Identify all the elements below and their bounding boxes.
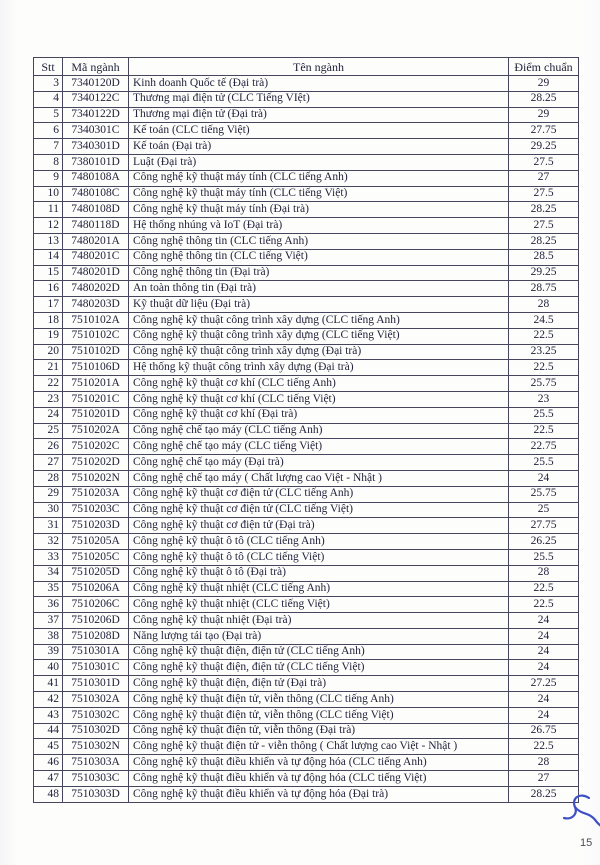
cell-code: 7480203D [63,297,129,313]
table-row [34,755,579,771]
cell-stt: 15 [34,265,63,281]
cell-score: 24 [509,470,579,486]
cell-code: 7510302D [63,723,129,739]
cell-name: Công nghệ kỹ thuật nhiệt (CLC tiếng Việt) [129,597,509,613]
cell-code: 7510106D [63,360,129,376]
cell-score: 22.75 [509,439,579,455]
cell-code: 7510202A [63,423,129,439]
cell-score: 27.75 [509,123,579,139]
table-row [34,676,579,692]
cell-code: 7510203D [63,518,129,534]
cell-stt: 9 [34,170,63,186]
cell-name: Công nghệ kỹ thuật công trình xây dựng (CLC tiếng Anh) [129,312,509,328]
cell-stt: 3 [34,76,63,92]
table-row [34,328,579,344]
cell-score: 28.75 [509,281,579,297]
table-row [34,660,579,676]
cell-code: 7340122C [63,91,129,107]
admission-scores-table [33,57,579,803]
cell-name: Công nghệ chế tạo máy (Đại trà) [129,455,509,471]
cell-name: Công nghệ kỹ thuật cơ khí (Đại trà) [129,407,509,423]
cell-stt: 42 [34,692,63,708]
cell-stt: 26 [34,439,63,455]
cell-score: 25.5 [509,549,579,565]
table-row [34,344,579,360]
cell-score: 27 [509,170,579,186]
table-row [34,107,579,123]
cell-score: 23 [509,391,579,407]
cell-code: 7340301C [63,123,129,139]
table-row [34,249,579,265]
header-name: Tên ngành [129,58,509,76]
cell-name: Công nghệ kỹ thuật điện, điện tử (CLC tiếng Anh) [129,644,509,660]
cell-stt: 39 [34,644,63,660]
cell-stt: 35 [34,581,63,597]
cell-score: 29.25 [509,265,579,281]
cell-stt: 29 [34,486,63,502]
cell-stt: 30 [34,502,63,518]
cell-code: 7510202C [63,439,129,455]
cell-code: 7340301D [63,139,129,155]
cell-code: 7510206C [63,597,129,613]
cell-stt: 10 [34,186,63,202]
cell-name: Công nghệ thông tin (Đại trà) [129,265,509,281]
cell-code: 7510202D [63,455,129,471]
cell-code: 7510302C [63,707,129,723]
table-row [34,376,579,392]
cell-name: Công nghệ kỹ thuật điện tử, viễn thông (Đại trà) [129,723,509,739]
cell-score: 25 [509,502,579,518]
cell-stt: 14 [34,249,63,265]
cell-code: 7510206D [63,613,129,629]
table-row [34,360,579,376]
table-row [34,154,579,170]
table-row [34,786,579,802]
table-header [34,58,579,76]
cell-stt: 31 [34,518,63,534]
cell-code: 7510301C [63,660,129,676]
cell-code: 7510102C [63,328,129,344]
cell-stt: 32 [34,534,63,550]
cell-score: 28.25 [509,233,579,249]
table-row [34,644,579,660]
cell-score: 26.75 [509,723,579,739]
table-row [34,613,579,629]
cell-stt: 25 [34,423,63,439]
cell-name: Công nghệ kỹ thuật điện tử - viễn thông ( Chất lượng cao Việt - Nhật ) [129,739,509,755]
cell-name: Công nghệ thông tin (CLC tiếng Anh) [129,233,509,249]
cell-name: Công nghệ kỹ thuật cơ khí (CLC tiếng Anh) [129,376,509,392]
table-row [34,265,579,281]
cell-code: 7510303D [63,786,129,802]
cell-score: 28.25 [509,202,579,218]
cell-score: 29.25 [509,139,579,155]
table-row [34,423,579,439]
cell-code: 7480108C [63,186,129,202]
cell-name: Kỹ thuật dữ liệu (Đại trà) [129,297,509,313]
cell-score: 24 [509,628,579,644]
cell-stt: 40 [34,660,63,676]
cell-stt: 24 [34,407,63,423]
cell-score: 22.5 [509,597,579,613]
cell-score: 24 [509,660,579,676]
cell-code: 7510201A [63,376,129,392]
table-row [34,123,579,139]
cell-score: 25.5 [509,407,579,423]
cell-code: 7510201D [63,407,129,423]
cell-code: 7480202D [63,281,129,297]
cell-stt: 34 [34,565,63,581]
table-body [34,76,579,803]
cell-code: 7510208D [63,628,129,644]
cell-score: 27.5 [509,154,579,170]
cell-stt: 8 [34,154,63,170]
page-number: 15 [580,837,593,849]
cell-name: Công nghệ kỹ thuật máy tính (Đại trà) [129,202,509,218]
cell-code: 7340120D [63,76,129,92]
cell-name: Công nghệ kỹ thuật cơ điện tử (CLC tiếng Anh) [129,486,509,502]
table-row [34,455,579,471]
cell-score: 27.5 [509,186,579,202]
cell-stt: 17 [34,297,63,313]
cell-name: Kinh doanh Quốc tế (Đại trà) [129,76,509,92]
cell-name: Hệ thống nhúng và IoT (Đại trà) [129,218,509,234]
cell-name: Luật (Đại trà) [129,154,509,170]
cell-name: Công nghệ kỹ thuật nhiệt (Đại trà) [129,613,509,629]
cell-score: 27.5 [509,218,579,234]
cell-stt: 7 [34,139,63,155]
cell-stt: 20 [34,344,63,360]
cell-name: Công nghệ chế tạo máy ( Chất lượng cao Việt - Nhật ) [129,470,509,486]
cell-code: 7510205D [63,565,129,581]
table-row [34,170,579,186]
cell-stt: 13 [34,233,63,249]
cell-code: 7480108D [63,202,129,218]
cell-name: Kế toán (Đại trà) [129,139,509,155]
table-row [34,707,579,723]
cell-name: Công nghệ kỹ thuật ô tô (CLC tiếng Việt) [129,549,509,565]
cell-code: 7510205A [63,534,129,550]
cell-name: Năng lượng tái tạo (Đại trà) [129,628,509,644]
cell-score: 28.25 [509,91,579,107]
cell-score: 28.5 [509,249,579,265]
cell-stt: 46 [34,755,63,771]
cell-score: 24 [509,692,579,708]
cell-code: 7510303C [63,771,129,787]
cell-stt: 12 [34,218,63,234]
cell-stt: 23 [34,391,63,407]
table-row [34,297,579,313]
cell-name: An toàn thông tin (Đại trà) [129,281,509,297]
cell-score: 24 [509,707,579,723]
header-score: Điểm chuẩn [509,58,579,76]
table-row [34,723,579,739]
cell-stt: 38 [34,628,63,644]
table-row [34,139,579,155]
cell-score: 24 [509,613,579,629]
cell-stt: 41 [34,676,63,692]
cell-stt: 19 [34,328,63,344]
table-row [34,534,579,550]
cell-code: 7480118D [63,218,129,234]
cell-code: 7510202N [63,470,129,486]
cell-code: 7510302N [63,739,129,755]
cell-stt: 47 [34,771,63,787]
table-row [34,518,579,534]
table-row [34,407,579,423]
cell-code: 7480108A [63,170,129,186]
cell-score: 24.5 [509,312,579,328]
cell-name: Công nghệ kỹ thuật ô tô (CLC tiếng Anh) [129,534,509,550]
cell-code: 7480201A [63,233,129,249]
cell-name: Công nghệ kỹ thuật cơ điện tử (CLC tiếng Việt) [129,502,509,518]
handwritten-paraph-icon [560,792,600,842]
cell-name: Công nghệ thông tin (CLC tiếng Việt) [129,249,509,265]
cell-score: 28 [509,565,579,581]
cell-score: 25.5 [509,455,579,471]
cell-code: 7340122D [63,107,129,123]
table-row [34,439,579,455]
cell-name: Công nghệ chế tạo máy (CLC tiếng Anh) [129,423,509,439]
cell-code: 7510301D [63,676,129,692]
table-row [34,549,579,565]
cell-code: 7510206A [63,581,129,597]
cell-stt: 43 [34,707,63,723]
cell-name: Công nghệ kỹ thuật điện, điện tử (Đại trà) [129,676,509,692]
cell-name: Công nghệ kỹ thuật nhiệt (CLC tiếng Anh) [129,581,509,597]
cell-stt: 44 [34,723,63,739]
cell-stt: 6 [34,123,63,139]
cell-code: 7510203C [63,502,129,518]
cell-code: 7480201C [63,249,129,265]
cell-score: 22.5 [509,360,579,376]
cell-stt: 48 [34,786,63,802]
cell-name: Công nghệ kỹ thuật điều khiển và tự động hóa (Đại trà) [129,786,509,802]
cell-code: 7510102A [63,312,129,328]
cell-score: 27.75 [509,518,579,534]
cell-score: 28 [509,755,579,771]
cell-score: 23.25 [509,344,579,360]
cell-stt: 45 [34,739,63,755]
cell-stt: 21 [34,360,63,376]
table-row [34,597,579,613]
cell-name: Công nghệ kỹ thuật điện tử, viễn thông (CLC tiếng Anh) [129,692,509,708]
cell-name: Thương mại điện tử (Đại trà) [129,107,509,123]
cell-score: 24 [509,644,579,660]
cell-score: 22.5 [509,423,579,439]
cell-name: Kế toán (CLC tiếng Việt) [129,123,509,139]
table-row [34,581,579,597]
table-row [34,312,579,328]
cell-name: Công nghệ kỹ thuật điều khiển và tự động hóa (CLC tiếng Việt) [129,771,509,787]
table-row [34,391,579,407]
table-row [34,470,579,486]
cell-score: 25.75 [509,376,579,392]
cell-code: 7510201C [63,391,129,407]
cell-score: 27.25 [509,676,579,692]
cell-name: Công nghệ kỹ thuật máy tính (CLC tiếng Việt) [129,186,509,202]
header-stt: Stt [34,58,63,76]
cell-name: Công nghệ kỹ thuật công trình xây dựng (Đại trà) [129,344,509,360]
cell-code: 7510303A [63,755,129,771]
cell-score: 28.25 [509,786,579,802]
cell-score: 29 [509,107,579,123]
cell-stt: 27 [34,455,63,471]
cell-code: 7510203A [63,486,129,502]
cell-name: Thương mại điện tử (CLC Tiếng VIệt) [129,91,509,107]
table-row [34,486,579,502]
cell-stt: 11 [34,202,63,218]
cell-stt: 5 [34,107,63,123]
cell-name: Công nghệ kỹ thuật cơ khí (CLC tiếng Việt) [129,391,509,407]
table-row [34,91,579,107]
table-row [34,739,579,755]
cell-name: Công nghệ kỹ thuật điều khiển và tự động hóa (CLC tiếng Anh) [129,755,509,771]
table-row [34,186,579,202]
cell-stt: 37 [34,613,63,629]
cell-stt: 16 [34,281,63,297]
cell-name: Hệ thống kỹ thuật công trình xây dựng (Đại trà) [129,360,509,376]
cell-name: Công nghệ kỹ thuật máy tính (CLC tiếng Anh) [129,170,509,186]
table-row [34,565,579,581]
cell-stt: 36 [34,597,63,613]
cell-name: Công nghệ kỹ thuật cơ điện tử (Đại trà) [129,518,509,534]
cell-name: Công nghệ kỹ thuật điện, điện tử (CLC tiếng Việt) [129,660,509,676]
cell-stt: 28 [34,470,63,486]
table-row [34,692,579,708]
table-row [34,502,579,518]
table-row [34,771,579,787]
cell-stt: 4 [34,91,63,107]
cell-code: 7480201D [63,265,129,281]
cell-score: 26.25 [509,534,579,550]
table-row [34,218,579,234]
cell-score: 22.5 [509,739,579,755]
header-code: Mã ngành [63,58,129,76]
cell-score: 22.5 [509,581,579,597]
cell-code: 7510205C [63,549,129,565]
table-row [34,233,579,249]
cell-name: Công nghệ kỹ thuật điện tử, viễn thông (CLC tiếng Việt) [129,707,509,723]
cell-stt: 33 [34,549,63,565]
cell-code: 7510302A [63,692,129,708]
cell-name: Công nghệ chế tạo máy (CLC tiếng Việt) [129,439,509,455]
cell-name: Công nghệ kỹ thuật ô tô (Đại trà) [129,565,509,581]
cell-score: 25.75 [509,486,579,502]
cell-stt: 18 [34,312,63,328]
cell-stt: 22 [34,376,63,392]
cell-score: 27 [509,771,579,787]
table-row [34,202,579,218]
cell-name: Công nghệ kỹ thuật công trình xây dựng (CLC tiếng Việt) [129,328,509,344]
cell-score: 22.5 [509,328,579,344]
table-header-row [34,58,579,76]
cell-code: 7510102D [63,344,129,360]
table-row [34,281,579,297]
table-row [34,628,579,644]
table-row [34,76,579,92]
cell-code: 7510301A [63,644,129,660]
cell-score: 29 [509,76,579,92]
cell-code: 7380101D [63,154,129,170]
cell-score: 28 [509,297,579,313]
